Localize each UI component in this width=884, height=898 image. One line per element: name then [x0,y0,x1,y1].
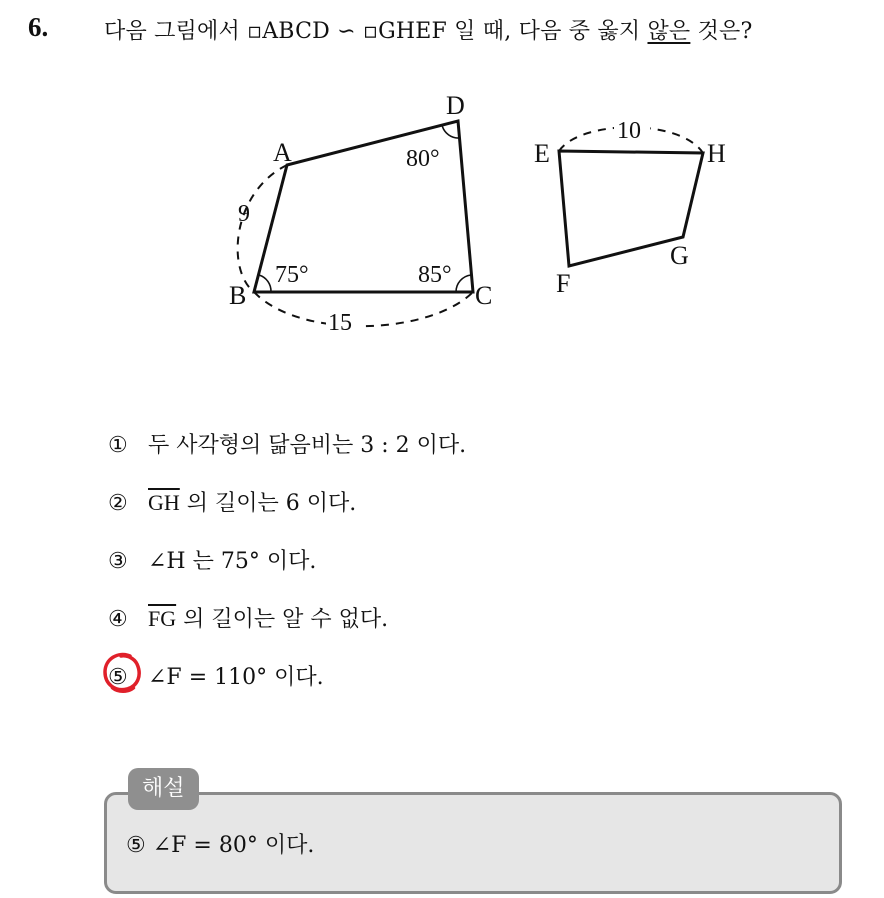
vertex-label-b: B [229,281,247,310]
side-label-bc: 15 [328,310,352,336]
solution-label: 해설 [128,768,199,810]
choice-4[interactable] [108,602,388,633]
choice-5-number: ⑤ [108,665,128,690]
vertex-label-a: A [273,138,292,167]
choice-3[interactable] [108,544,316,575]
angle-arc-b [259,275,271,292]
arc-side-bc [254,292,473,326]
similar-quadrilaterals-figure [0,0,884,360]
choice-1-text: 두 사각형의 닮음비는 3 : 2 이다. [148,433,467,458]
choice-3-text: ∠H 는 75° 이다. [148,549,317,574]
choice-2[interactable] [108,486,356,517]
vertex-label-d: D [446,91,465,120]
choice-1[interactable] [108,428,466,459]
choice-1-number: ① [108,433,128,458]
segment-fg: $\overline{FG}$ [148,606,177,631]
choice-2-text: 의 길이는 6 이다. [179,491,357,516]
vertex-label-c: C [475,281,493,310]
question-text-underlined: 않은 [647,19,691,44]
choice-3-number: ③ [108,549,128,574]
vertex-label-f: F [556,269,571,298]
vertex-label-g: G [670,241,689,270]
answer-circle-mark [100,650,144,694]
vertex-label-h: H [707,139,726,168]
question-number: 6. [28,12,49,42]
choice-5-text: ∠F = 110° 이다. [148,665,324,690]
angle-arc-c [456,275,471,292]
choice-4-number: ④ [108,607,128,632]
angle-label-d: 80° [406,146,440,172]
question-text-start: 다음 그림에서 ▫ABCD ∽ ▫GHEF 일 때, 다음 중 옳지 [104,19,648,44]
side-label-eh: 10 [617,118,641,144]
segment-gh: $\overline{GH}$ [148,490,180,515]
solution-text: ⑤ ∠F = 80° 이다. [126,833,315,858]
side-label-ab: 9 [238,201,250,227]
vertex-label-e: E [534,139,550,168]
choice-2-number: ② [108,491,128,516]
question-text-end: 것은? [690,19,753,44]
angle-label-c: 85° [418,262,452,288]
angle-label-b: 75° [275,262,309,288]
choice-4-text: 의 길이는 알 수 없다. [176,607,389,632]
